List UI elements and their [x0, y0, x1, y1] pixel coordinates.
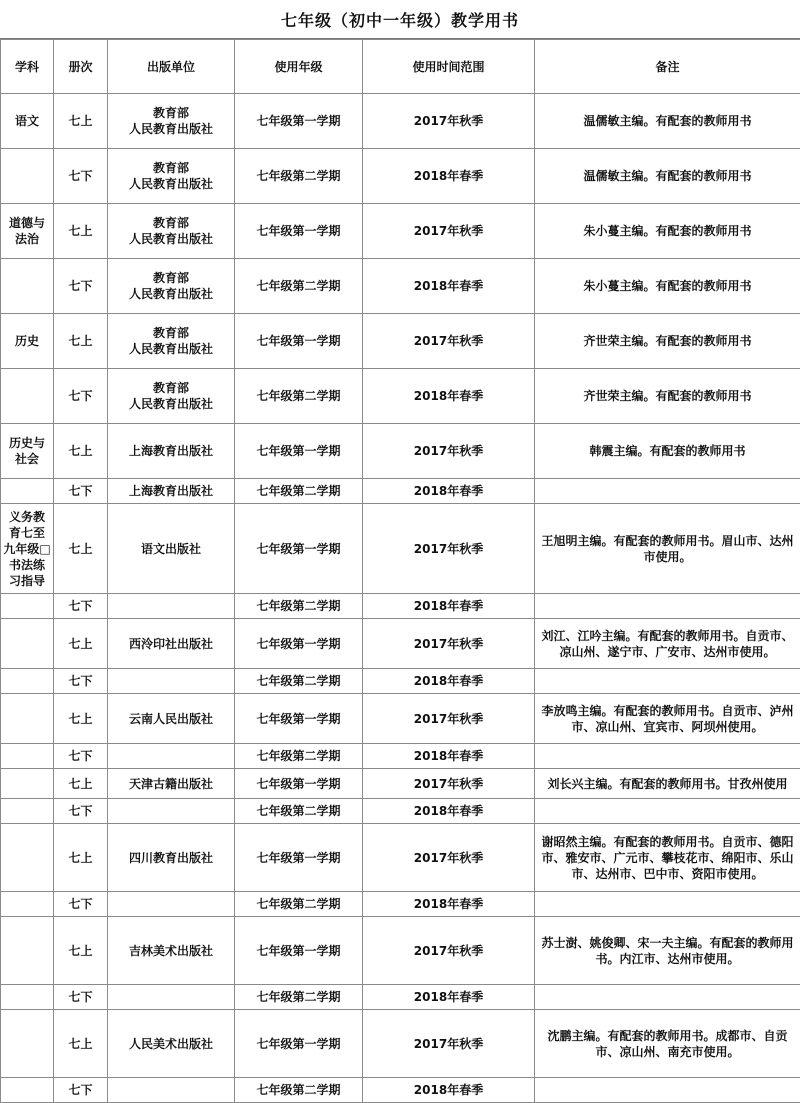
cell-grade: 七年级第二学期	[235, 479, 363, 504]
cell-period: 2018年春季	[363, 594, 535, 619]
cell-period: 2017年秋季	[363, 694, 535, 744]
cell-remark	[535, 744, 800, 769]
cell-grade: 七年级第一学期	[235, 694, 363, 744]
cell-publisher: 西泠印社出版社	[108, 619, 235, 669]
cell-volume: 七下	[54, 594, 108, 619]
table-row	[1, 504, 800, 594]
cell-volume: 七上	[54, 504, 108, 594]
header-grade: 使用年级	[235, 40, 363, 94]
cell-volume: 七上	[54, 94, 108, 149]
cell-remark: 温儒敏主编。有配套的教师用书	[535, 94, 800, 149]
cell-publisher: 教育部 人民教育出版社	[108, 204, 235, 259]
cell-subject	[1, 744, 54, 769]
cell-period: 2018年春季	[363, 259, 535, 314]
table-row	[1, 149, 800, 204]
cell-publisher: 人民美术出版社	[108, 1010, 235, 1078]
cell-subject	[1, 669, 54, 694]
cell-remark: 刘长兴主编。有配套的教师用书。甘孜州使用	[535, 769, 800, 799]
cell-remark: 沈鹏主编。有配套的教师用书。成都市、自贡市、凉山州、南充市使用。	[535, 1010, 800, 1078]
cell-grade: 七年级第一学期	[235, 619, 363, 669]
table-row	[1, 694, 800, 744]
cell-period: 2017年秋季	[363, 917, 535, 985]
cell-remark: 苏士澍、姚俊卿、宋一夫主编。有配套的教师用书。内江市、达州市使用。	[535, 917, 800, 985]
cell-subject	[1, 1078, 54, 1103]
cell-period: 2017年秋季	[363, 204, 535, 259]
cell-volume: 七下	[54, 892, 108, 917]
textbook-table	[0, 39, 800, 1103]
cell-grade: 七年级第二学期	[235, 744, 363, 769]
cell-publisher	[108, 594, 235, 619]
cell-publisher: 教育部 人民教育出版社	[108, 149, 235, 204]
cell-subject	[1, 619, 54, 669]
table-row	[1, 892, 800, 917]
cell-subject	[1, 917, 54, 985]
cell-volume: 七下	[54, 149, 108, 204]
cell-volume: 七下	[54, 1078, 108, 1103]
cell-subject: 义务教 育七至 九年级□ 书法练 习指导	[1, 504, 54, 594]
cell-volume: 七上	[54, 204, 108, 259]
cell-volume: 七上	[54, 769, 108, 799]
cell-subject	[1, 1010, 54, 1078]
cell-period: 2018年春季	[363, 369, 535, 424]
cell-remark	[535, 892, 800, 917]
cell-volume: 七上	[54, 694, 108, 744]
cell-period: 2017年秋季	[363, 769, 535, 799]
table-row	[1, 917, 800, 985]
cell-subject: 历史与 社会	[1, 424, 54, 479]
cell-subject	[1, 824, 54, 892]
cell-grade: 七年级第一学期	[235, 94, 363, 149]
cell-volume: 七下	[54, 259, 108, 314]
cell-publisher	[108, 1078, 235, 1103]
table-row	[1, 1078, 800, 1103]
cell-period: 2017年秋季	[363, 314, 535, 369]
cell-publisher: 天津古籍出版社	[108, 769, 235, 799]
table-row	[1, 94, 800, 149]
cell-volume: 七下	[54, 799, 108, 824]
table-row	[1, 799, 800, 824]
cell-grade: 七年级第二学期	[235, 1078, 363, 1103]
cell-publisher: 教育部 人民教育出版社	[108, 94, 235, 149]
cell-remark: 朱小蔓主编。有配套的教师用书	[535, 204, 800, 259]
cell-volume: 七下	[54, 369, 108, 424]
cell-remark: 谢昭然主编。有配套的教师用书。自贡市、德阳市、雅安市、广元市、攀枝花市、绵阳市、乐山市、达州市、巴中市、资阳市使用。	[535, 824, 800, 892]
cell-period: 2018年春季	[363, 149, 535, 204]
table-row	[1, 204, 800, 259]
cell-grade: 七年级第二学期	[235, 149, 363, 204]
cell-remark	[535, 1078, 800, 1103]
cell-remark: 齐世荣主编。有配套的教师用书	[535, 369, 800, 424]
table-row	[1, 1010, 800, 1078]
table-row	[1, 769, 800, 799]
cell-period: 2017年秋季	[363, 504, 535, 594]
table-row	[1, 619, 800, 669]
table-row	[1, 824, 800, 892]
cell-volume: 七下	[54, 479, 108, 504]
cell-subject	[1, 985, 54, 1010]
cell-subject	[1, 594, 54, 619]
cell-period: 2018年春季	[363, 985, 535, 1010]
cell-volume: 七上	[54, 1010, 108, 1078]
cell-publisher	[108, 669, 235, 694]
cell-remark: 刘江、江吟主编。有配套的教师用书。自贡市、凉山州、遂宁市、广安市、达州市使用。	[535, 619, 800, 669]
cell-remark	[535, 479, 800, 504]
cell-publisher: 上海教育出版社	[108, 479, 235, 504]
cell-subject	[1, 769, 54, 799]
cell-volume: 七下	[54, 669, 108, 694]
cell-subject	[1, 479, 54, 504]
table-row	[1, 744, 800, 769]
cell-volume: 七上	[54, 824, 108, 892]
cell-subject	[1, 694, 54, 744]
cell-remark	[535, 669, 800, 694]
table-row	[1, 259, 800, 314]
table-row	[1, 594, 800, 619]
cell-grade: 七年级第二学期	[235, 985, 363, 1010]
cell-grade: 七年级第二学期	[235, 892, 363, 917]
table-row	[1, 479, 800, 504]
cell-remark	[535, 594, 800, 619]
table-row	[1, 314, 800, 369]
cell-publisher: 教育部 人民教育出版社	[108, 369, 235, 424]
cell-publisher: 上海教育出版社	[108, 424, 235, 479]
cell-period: 2017年秋季	[363, 824, 535, 892]
cell-period: 2017年秋季	[363, 94, 535, 149]
cell-subject	[1, 892, 54, 917]
cell-subject: 道德与 法治	[1, 204, 54, 259]
header-publisher: 出版单位	[108, 40, 235, 94]
cell-publisher: 云南人民出版社	[108, 694, 235, 744]
table-row	[1, 424, 800, 479]
cell-publisher	[108, 799, 235, 824]
cell-subject	[1, 799, 54, 824]
cell-subject	[1, 149, 54, 204]
cell-subject	[1, 369, 54, 424]
cell-period: 2018年春季	[363, 892, 535, 917]
table-row	[1, 669, 800, 694]
sheet-title: 七年级（初中一年级）教学用书	[0, 0, 800, 39]
cell-volume: 七下	[54, 985, 108, 1010]
cell-grade: 七年级第一学期	[235, 504, 363, 594]
header-remark: 备注	[535, 40, 800, 94]
cell-remark	[535, 799, 800, 824]
cell-period: 2018年春季	[363, 669, 535, 694]
cell-grade: 七年级第一学期	[235, 204, 363, 259]
cell-publisher: 吉林美术出版社	[108, 917, 235, 985]
cell-period: 2018年春季	[363, 799, 535, 824]
cell-remark: 韩震主编。有配套的教师用书	[535, 424, 800, 479]
cell-period: 2017年秋季	[363, 424, 535, 479]
cell-period: 2018年春季	[363, 479, 535, 504]
header-period: 使用时间范围	[363, 40, 535, 94]
cell-publisher: 语文出版社	[108, 504, 235, 594]
cell-grade: 七年级第二学期	[235, 799, 363, 824]
cell-volume: 七上	[54, 917, 108, 985]
cell-volume: 七上	[54, 619, 108, 669]
cell-remark: 李放鸣主编。有配套的教师用书。自贡市、泸州市、凉山州、宜宾市、阿坝州使用。	[535, 694, 800, 744]
cell-volume: 七上	[54, 314, 108, 369]
cell-publisher	[108, 892, 235, 917]
cell-subject	[1, 259, 54, 314]
cell-publisher	[108, 744, 235, 769]
cell-grade: 七年级第二学期	[235, 369, 363, 424]
table-row	[1, 369, 800, 424]
cell-remark: 朱小蔓主编。有配套的教师用书	[535, 259, 800, 314]
header-subject: 学科	[1, 40, 54, 94]
table-row	[1, 985, 800, 1010]
cell-period: 2017年秋季	[363, 1010, 535, 1078]
cell-subject: 历史	[1, 314, 54, 369]
header-volume: 册次	[54, 40, 108, 94]
cell-grade: 七年级第一学期	[235, 1010, 363, 1078]
cell-grade: 七年级第一学期	[235, 314, 363, 369]
cell-publisher: 教育部 人民教育出版社	[108, 314, 235, 369]
cell-subject: 语文	[1, 94, 54, 149]
cell-publisher: 教育部 人民教育出版社	[108, 259, 235, 314]
cell-remark: 王旭明主编。有配套的教师用书。眉山市、达州市使用。	[535, 504, 800, 594]
cell-remark	[535, 985, 800, 1010]
cell-grade: 七年级第二学期	[235, 594, 363, 619]
cell-period: 2018年春季	[363, 1078, 535, 1103]
header-row	[1, 40, 800, 94]
cell-grade: 七年级第二学期	[235, 259, 363, 314]
cell-period: 2018年春季	[363, 744, 535, 769]
cell-remark: 齐世荣主编。有配套的教师用书	[535, 314, 800, 369]
cell-remark: 温儒敏主编。有配套的教师用书	[535, 149, 800, 204]
cell-period: 2017年秋季	[363, 619, 535, 669]
cell-volume: 七上	[54, 424, 108, 479]
cell-publisher	[108, 985, 235, 1010]
cell-grade: 七年级第一学期	[235, 769, 363, 799]
cell-grade: 七年级第一学期	[235, 824, 363, 892]
cell-publisher: 四川教育出版社	[108, 824, 235, 892]
cell-grade: 七年级第一学期	[235, 917, 363, 985]
cell-grade: 七年级第二学期	[235, 669, 363, 694]
cell-volume: 七下	[54, 744, 108, 769]
cell-grade: 七年级第一学期	[235, 424, 363, 479]
